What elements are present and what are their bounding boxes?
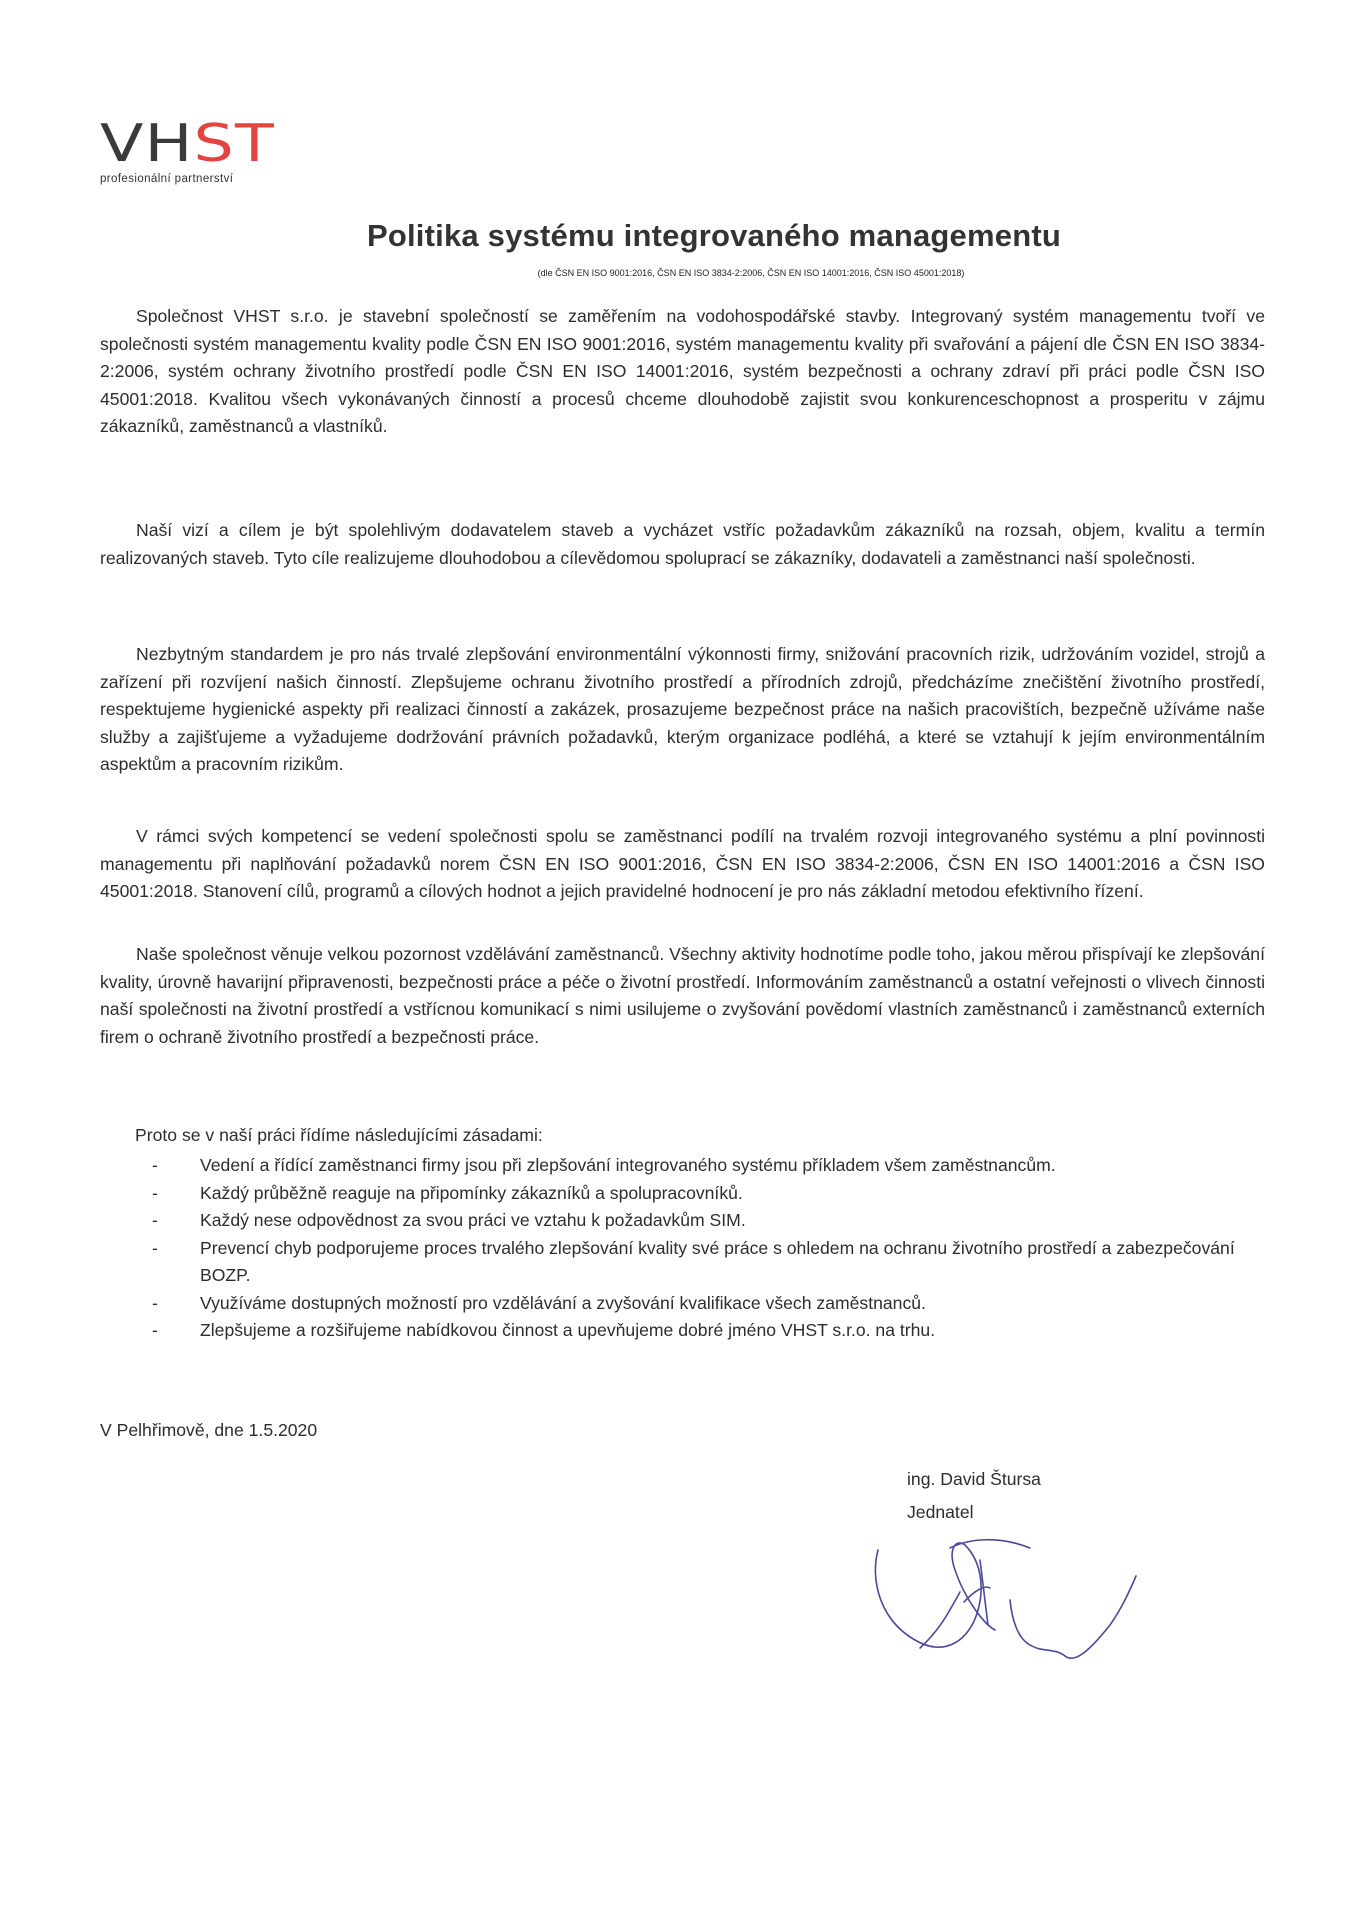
paragraph-management: V rámci svých kompetencí se vedení společnosti spolu se zaměstnanci podílí na trvalém rozvoji integrovaného systému a plní povinnosti managementu při naplňování požadavků norem ČSN EN ISO 9001:2016, ČSN EN ISO 3834-2:2006, ČSN EN ISO 14001:2016 a ČSN ISO 45001:2018. Stanovení cílů, programů a cílových hodnot a jejich pravidelné hodnocení je pro nás základní metodou efektivního řízení. [100,826,1265,901]
list-item [150,1152,1270,1180]
paragraph-vision: Naší vizí a cílem je být spolehlivým dodavatelem staveb a vycházet vstříc požadavkům zákazníků na rozsah, objem, kvalitu a termín realizovaných staveb. Tyto cíle realizujeme dlouhodobou a cílevědomou spoluprací se zákazníky, dodavateli a zaměstnanci naší společnosti. [100,520,1265,568]
bullet-dash: - [152,1237,158,1258]
bullet-dash: - [152,1292,158,1313]
logo-wordmark [100,114,344,174]
principles-intro: Proto se v naší práci řídíme následujícími zásadami: [135,1125,543,1145]
logo-tagline: profesionální partnerství [100,173,234,185]
signer-role: Jednatel [907,1502,974,1522]
list-item [150,1235,1270,1290]
paragraph-company-intro: Společnost VHST s.r.o. je stavební společností se zaměřením na vodohospodářské stavby. Integrovaný systém managementu tvoří ve společnosti systém managementu kvality podle ČSN EN ISO 9001:2016, systém managementu kvality při svařování a pájení dle ČSN EN ISO 3834-2:2006, systém ochrany životního prostředí podle ČSN EN ISO 14001:2016, systém bezpečnosti a ochrany zdraví při práci podle ČSN ISO 45001:2018. Kvalitou všech vykonávaných činností a procesů chceme dlouhodobě zajistit svou konkurenceschopnost a prosperitu v zájmu zákazníků, zaměstnanců a vlastníků. [100,306,1265,436]
paragraph-standards: Nezbytným standardem je pro nás trvalé zlepšování environmentální výkonnosti firmy, snižování pracovních rizik, udržováním vozidel, strojů a zařízení při rozvíjení našich činností. Zlepšujeme ochranu životního prostředí a přírodních zdrojů, předcházíme znečištění životního prostředí, respektujeme hygienické aspekty při realizaci činností a zakázek, prosazujeme bezpečnost práce na našich pracovištích, bezpečně užíváme naše služby a zajišťujeme a vyžadujeme dodržování právních požadavků, kterým organizace podléhá, a které se vztahují k jejím environmentálním aspektům a pracovním rizikům. [100,644,1265,774]
signer-block [907,1463,1041,1529]
list-item [150,1207,1270,1235]
list-item-text: Prevencí chyb podporujeme proces trvalého zlepšování kvality své práce s ohledem na ochranu životního prostředí a zabezpečování BOZP. [200,1237,1235,1285]
bullet-dash: - [152,1210,158,1230]
list-item-text: Využíváme dostupných možností pro vzdělávání a zvyšování kvalifikace všech zaměstnanců. [200,1292,926,1313]
bullet-dash: - [152,1182,158,1203]
document-title: Politika systému integrovaného managementu [366,218,1062,253]
bullet-dash: - [152,1320,158,1340]
list-item-text: Každý průběžně reaguje na připomínky zákazníků a spolupracovníků. [200,1182,743,1203]
list-item [150,1317,1270,1345]
logo-mark-st: ST [193,114,276,174]
list-item-text: Každý nese odpovědnost za svou práci ve vztahu k požadavkům SIM. [200,1210,746,1230]
place-and-date: V Pelhřimově, dne 1.5.2020 [100,1420,318,1440]
list-item [150,1180,1270,1208]
list-item [150,1290,1270,1318]
principles-list [150,1152,1270,1345]
list-item-text: Zlepšujeme a rozšiřujeme nabídkovou činnost a upevňujeme dobré jméno VHST s.r.o. na trhu. [200,1320,936,1340]
company-logo [100,114,300,185]
signer-name: ing. David Štursa [907,1469,1041,1489]
list-item-text: Vedení a řídící zaměstnanci firmy jsou při zlepšování integrovaného systému příkladem všem zaměstnancům. [200,1155,1056,1175]
paragraph-education: Naše společnost věnuje velkou pozornost vzdělávání zaměstnanců. Všechny aktivity hodnotíme podle toho, jakou měrou přispívají ke zlepšování kvality, úrovně havarijní připravenosti, bezpečnosti práce a péče o životní prostředí. Informováním zaměstnanců a ostatní veřejnosti o vlivech činnosti naší společnosti na životní prostředí a vstřícnou komunikací s nimi usilujeme o zvyšování povědomí vlastních zaměstnanců i zaměstnanců externích firem o ochraně životního prostředí a bezpečnosti práce. [100,944,1265,1047]
signature-icon [860,1530,1140,1670]
bullet-dash: - [152,1155,158,1175]
document-subtitle: (dle ČSN EN ISO 9001:2016, ČSN EN ISO 3834-2:2006, ČSN EN ISO 14001:2016, ČSN ISO 45001:2018) [537,268,965,278]
logo-mark-vh: VH [100,114,194,174]
